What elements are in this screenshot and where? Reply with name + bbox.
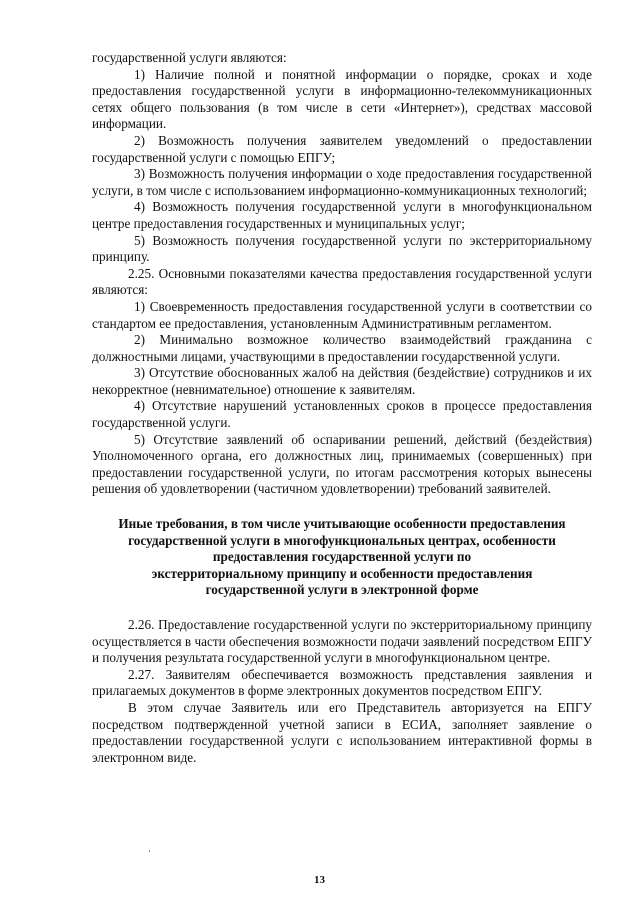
list-a-item-5: 5) Возможность получения государственной услуги по экстерриториальному принципу. bbox=[92, 232, 592, 265]
heading-line: Иные требования, в том числе учитывающие особенности предоставления bbox=[118, 516, 566, 532]
section-heading bbox=[92, 516, 592, 599]
list-a-item-4: 4) Возможность получения государственной услуги в многофункциональном центре предоставления государственных и муниципальных услуг; bbox=[92, 199, 592, 231]
heading-line: экстерриториальному принципу и особенности предоставления bbox=[151, 565, 533, 581]
heading-line: предоставления государственной услуги по bbox=[212, 549, 472, 565]
document-page bbox=[92, 50, 592, 766]
paragraph-2-27: 2.27. Заявителям обеспечивается возможность представления заявления и прилагаемых документов в форме электронных документов посредством ЕПГУ. bbox=[92, 666, 592, 699]
list-b-item-3: 3) Отсутствие обоснованных жалоб на действия (бездействие) сотрудников и их некорректное (невнимательное) отношение к заявителям. bbox=[92, 365, 592, 397]
list-b-item-2: 2) Минимально возможное количество взаимодействий гражданина с должностными лицами, участвующими в предоставлении государственной услуги. bbox=[92, 332, 592, 364]
page-number: 13 bbox=[314, 874, 325, 886]
list-b-item-4: 4) Отсутствие нарушений установленных сроков в процессе предоставления государственной услуги. bbox=[92, 398, 592, 431]
heading-line: государственной услуги в электронной форме bbox=[205, 582, 479, 598]
scan-speck bbox=[149, 850, 150, 852]
list-a-item-2: 2) Возможность получения заявителем уведомлений о предоставлении государственной услуги с помощью ЕПГУ; bbox=[92, 132, 592, 165]
heading-line: государственной услуги в многофункциональных центрах, особенности bbox=[128, 532, 556, 548]
list-a-item-1: 1) Наличие полной и понятной информации о порядке, сроках и ходе предоставления государственной услуги в информационно-телекоммуникационных сетях общего пользования (в том числе в сети «Интернет»), средствах массовой информации. bbox=[92, 66, 592, 132]
paragraph-2-27-continued: В этом случае Заявитель или его Представитель авторизуется на ЕПГУ посредством подтвержденной учетной записи в ЕСИА, заполняет заявление о предоставлении государственной услуги с использованием интерактивной формы в электронном виде. bbox=[92, 699, 592, 765]
paragraph-2-26: 2.26. Предоставление государственной услуги по экстерриториальному принципу осуществляется в части обеспечения возможности подачи заявлений посредством ЕПГУ и получения результата государственной услуги в многофункциональном центре. bbox=[92, 617, 592, 666]
paragraph-2-25: 2.25. Основными показателями качества предоставления государственной услуги являются: bbox=[92, 265, 592, 298]
list-b-item-5: 5) Отсутствие заявлений об оспаривании решений, действий (бездействия) Уполномоченного органа, его должностных лиц, принимаемых (совершенных) при предоставлении государственной услуги, по итогам рассмотрения которых вынесены решения об удовлетворении (частичном удовлетворении) требований заявителей. bbox=[92, 431, 592, 497]
intro-line: государственной услуги являются: bbox=[92, 50, 287, 65]
list-b-item-1: 1) Своевременность предоставления государственной услуги в соответствии со стандартом ее предоставления, установленным Административным регламентом. bbox=[92, 298, 592, 331]
list-a-item-3: 3) Возможность получения информации о ходе предоставления государственной услуги, в том числе с использованием информационно-коммуникационных технологий; bbox=[92, 166, 592, 198]
